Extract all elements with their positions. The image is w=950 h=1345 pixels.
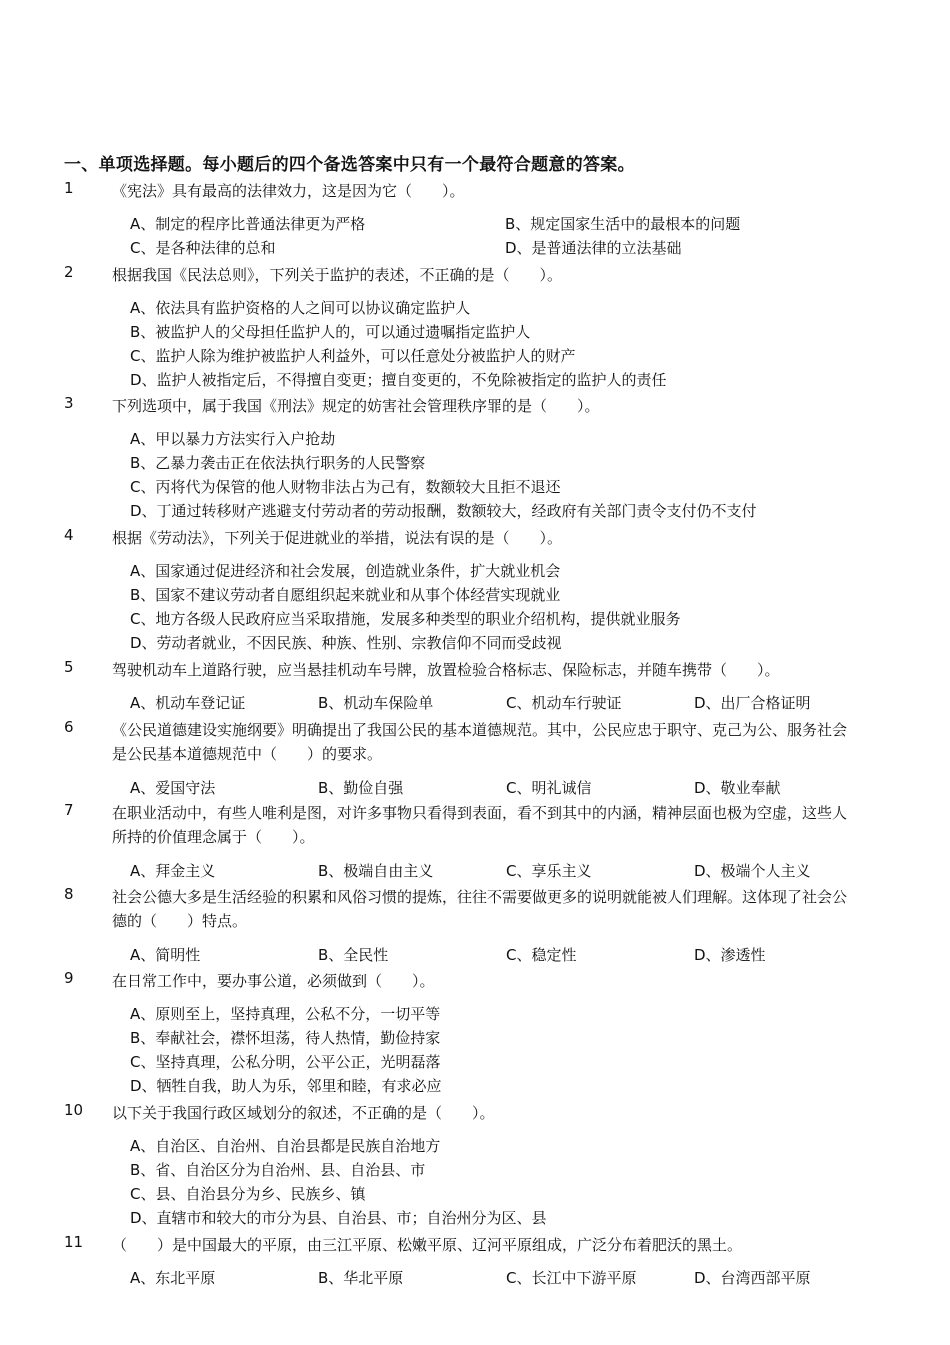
option-c: C、丙将代为保管的他人财物非法占为己有，数额较大且拒不退还	[130, 478, 561, 496]
option-c: C、明礼诚信	[506, 779, 592, 797]
option-a: A、国家通过促进经济和社会发展，创造就业条件，扩大就业机会	[130, 562, 561, 580]
option-b: B、极端自由主义	[318, 862, 434, 880]
option-b: B、国家不建议劳动者自愿组织起来就业和从事个体经营实现就业	[130, 586, 561, 604]
option-c: C、监护人除为维护被监护人利益外，可以任意处分被监护人的财产	[130, 347, 576, 365]
option-c: C、享乐主义	[506, 862, 592, 880]
question-text: 《宪法》具有最高的法律效力，这是因为它（ ）。	[112, 182, 465, 200]
question-number: 2	[64, 263, 74, 281]
option-b: B、乙暴力袭击正在依法执行职务的人民警察	[130, 454, 426, 472]
option-b: B、华北平原	[318, 1269, 404, 1287]
section-title: 一、单项选择题。每小题后的四个备选答案中只有一个最符合题意的答案。	[64, 155, 635, 175]
option-d: D、劳动者就业，不因民族、种族、性别、宗教信仰不同而受歧视	[130, 634, 562, 652]
option-c: C、长江中下游平原	[506, 1269, 637, 1287]
question-text: 驾驶机动车上道路行驶，应当悬挂机动车号牌，放置检验合格标志、保险标志，并随车携带（ ）。	[112, 661, 780, 679]
option-c: C、县、自治县分为乡、民族乡、镇	[130, 1185, 366, 1203]
option-b: B、全民性	[318, 946, 389, 964]
question-text: 在职业活动中，有些人唯利是图，对许多事物只看得到表面，看不到其中的内涵，精神层面也极为空虚，这些人所持的价值理念属于（ ）。	[112, 804, 848, 846]
question-number: 1	[64, 179, 74, 197]
option-d: D、是普通法律的立法基础	[505, 239, 682, 257]
question-number: 5	[64, 658, 74, 676]
question-text: 社会公德大多是生活经验的积累和风俗习惯的提炼，往往不需要做更多的说明就能被人们理解。这体现了社会公德的（ ）特点。	[112, 888, 848, 930]
option-d: D、丁通过转移财产逃避支付劳动者的劳动报酬，数额较大，经政府有关部门责令支付仍不支付	[130, 502, 757, 520]
options	[130, 943, 890, 967]
option-c: C、稳定性	[506, 946, 577, 964]
option-b: B、被监护人的父母担任监护人的，可以通过遗嘱指定监护人	[130, 323, 531, 341]
option-a: A、依法具有监护资格的人之间可以协议确定监护人	[130, 299, 471, 317]
option-b: B、机动车保险单	[318, 694, 434, 712]
options	[130, 1002, 890, 1098]
option-b: B、省、自治区分为自治州、县、自治县、市	[130, 1161, 426, 1179]
question-text: 以下关于我国行政区域划分的叙述，不正确的是（ ）。	[112, 1104, 495, 1122]
option-a: A、机动车登记证	[130, 694, 246, 712]
option-c: C、地方各级人民政府应当采取措施，发展多种类型的职业介绍机构，提供就业服务	[130, 610, 681, 628]
question-text: 根据我国《民法总则》，下列关于监护的表述，不正确的是（ ）。	[112, 266, 563, 284]
option-b: B、勤俭自强	[318, 779, 404, 797]
option-a: A、拜金主义	[130, 862, 216, 880]
options	[130, 296, 890, 392]
option-d: D、出厂合格证明	[694, 694, 811, 712]
question-text: （ ）是中国最大的平原，由三江平原、松嫩平原、辽河平原组成，广泛分布着肥沃的黑土。	[112, 1236, 743, 1254]
option-a: A、原则至上，坚持真理，公私不分，一切平等	[130, 1005, 441, 1023]
option-a: A、简明性	[130, 946, 201, 964]
question-number: 3	[64, 394, 74, 412]
option-c: C、坚持真理，公私分明，公平公正，光明磊落	[130, 1053, 441, 1071]
option-a: A、爱国守法	[130, 779, 216, 797]
option-d: D、直辖市和较大的市分为县、自治县、市；自治州分为区、县	[130, 1209, 547, 1227]
option-a: A、制定的程序比普通法律更为严格	[130, 215, 366, 233]
options	[130, 859, 890, 883]
options	[130, 776, 890, 800]
option-b: B、规定国家生活中的最根本的问题	[505, 215, 741, 233]
options	[130, 691, 890, 715]
option-d: D、渗透性	[694, 946, 766, 964]
option-a: A、甲以暴力方法实行入户抢劫	[130, 430, 336, 448]
question-number: 11	[64, 1233, 84, 1251]
question-number: 9	[64, 969, 74, 987]
question-text: 在日常工作中，要办事公道，必须做到（ ）。	[112, 972, 435, 990]
question-number: 10	[64, 1101, 84, 1119]
option-c: C、是各种法律的总和	[130, 239, 276, 257]
options	[130, 427, 890, 523]
options	[130, 212, 890, 260]
option-d: D、敬业奉献	[694, 779, 781, 797]
question-number: 7	[64, 801, 74, 819]
options	[130, 1134, 890, 1230]
question-text: 下列选项中，属于我国《刑法》规定的妨害社会管理秩序罪的是（ ）。	[112, 397, 600, 415]
question-number: 6	[64, 718, 74, 736]
option-d: D、牺牲自我，助人为乐，邻里和睦，有求必应	[130, 1077, 442, 1095]
option-d: D、极端个人主义	[694, 862, 811, 880]
option-c: C、机动车行驶证	[506, 694, 622, 712]
option-d: D、监护人被指定后，不得擅自变更；擅自变更的，不免除被指定的监护人的责任	[130, 371, 667, 389]
option-a: A、自治区、自治州、自治县都是民族自治地方	[130, 1137, 441, 1155]
question-text: 根据《劳动法》，下列关于促进就业的举措，说法有误的是（ ）。	[112, 529, 563, 547]
option-b: B、奉献社会，襟怀坦荡，待人热情，勤俭持家	[130, 1029, 441, 1047]
question-text: 《公民道德建设实施纲要》明确提出了我国公民的基本道德规范。其中，公民应忠于职守、克己为公、服务社会是公民基本道德规范中（ ）的要求。	[112, 721, 848, 763]
options	[130, 1266, 890, 1290]
question-number: 8	[64, 885, 74, 903]
option-d: D、台湾西部平原	[694, 1269, 811, 1287]
options	[130, 559, 890, 655]
question-number: 4	[64, 526, 74, 544]
option-a: A、东北平原	[130, 1269, 216, 1287]
